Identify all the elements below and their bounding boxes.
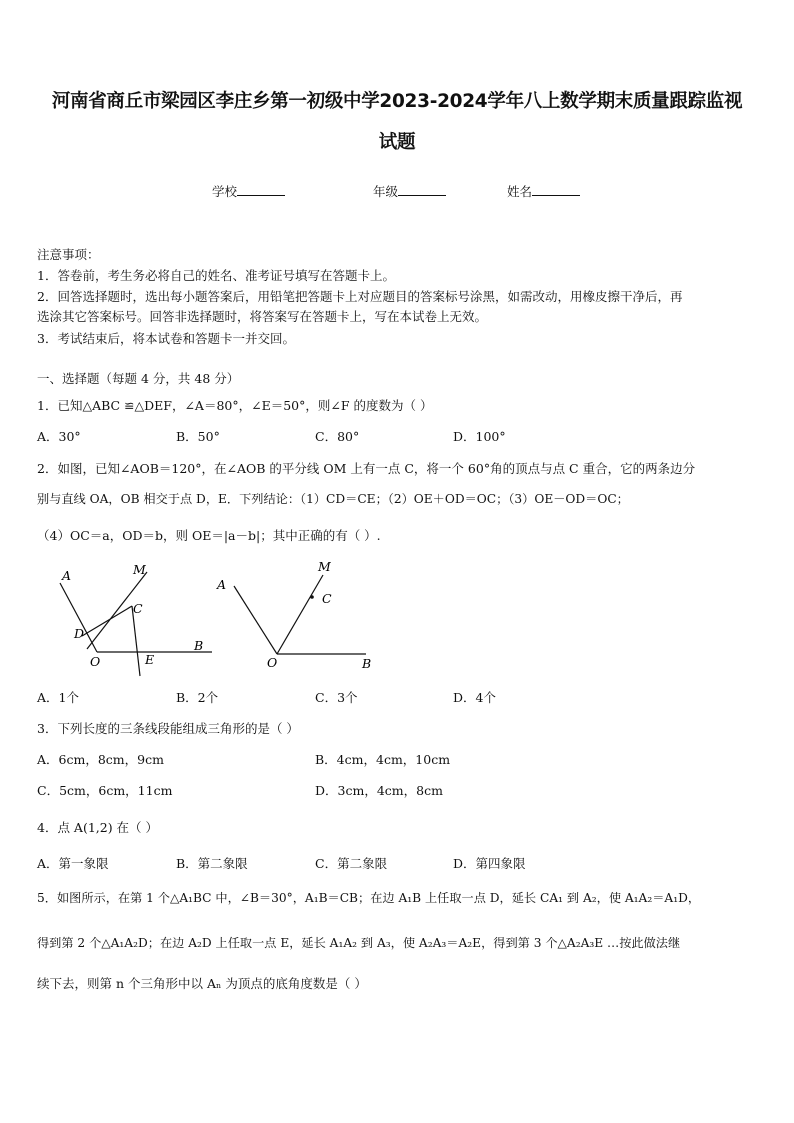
q5-stem-line2: 得到第 2 个△A₁A₂D；在边 A₂D 上任取一点 E，延长 A₁A₂ 到 A₃，使 A₂A₃＝A₂E，得到第 3 个△A₂A₃E …按此做法继	[37, 936, 681, 950]
school-field	[212, 182, 285, 200]
notice-item-2: 2．回答选择题时，选出每小题答案后，用铅笔把答题卡上对应题目的答案标号涂黑，如需改动，用橡皮擦干净后，再	[37, 289, 683, 304]
exam-title-line1: 河南省商丘市梁园区李庄乡第一初级中学2023-2024学年八上数学期末质量跟踪监视	[51, 91, 743, 112]
q2-option-a: A．1个	[37, 690, 79, 705]
q3-option-a: A．6cm，8cm，9cm	[37, 752, 164, 767]
fig2-label-m: M	[318, 559, 331, 574]
fig1-label-a: A	[62, 568, 72, 583]
q4-option-b: B．第二象限	[176, 856, 248, 871]
fig1-label-c: C	[133, 601, 143, 616]
name-field	[507, 182, 580, 200]
name-blank	[532, 183, 580, 196]
q2-stem-line3: （4）OC＝a，OD＝b，则 OE＝|a－b|；其中正确的有（ ）.	[37, 528, 381, 543]
q4-stem: 4．点 A(1,2) 在（ ）	[37, 820, 159, 835]
school-blank	[237, 183, 285, 196]
q4-option-d: D．第四象限	[453, 856, 526, 871]
fig2-label-c: C	[322, 591, 332, 606]
q1-option-c: C．80°	[315, 429, 360, 444]
q5-stem-line3: 续下去，则第 n 个三角形中以 Aₙ 为顶点的底角度数是（ ）	[37, 976, 367, 991]
exam-title-line2: 试题	[378, 132, 416, 153]
q1-stem: 1．已知△ABC ≌△DEF，∠A＝80°，∠E＝50°，则∠F 的度数为（ ）	[37, 398, 433, 413]
notice-item-3: 3．考试结束后，将本试卷和答题卡一并交回。	[37, 331, 295, 346]
q1-option-b: B．50°	[176, 429, 220, 444]
q2-option-d: D．4个	[453, 690, 496, 705]
q2-stem-line2: 别与直线 OA，OB 相交于点 D，E．下列结论：（1）CD＝CE；（2）OE＋OD＝OC；（3）OE－OD＝OC；	[37, 492, 629, 506]
fig2-label-o: O	[267, 655, 278, 670]
fig2-label-a: A	[217, 577, 227, 592]
q4-option-c: C．第二象限	[315, 856, 388, 871]
notice-item-2-cont: 选涂其它答案标号。回答非选择题时，将答案写在答题卡上，写在本试卷上无效。	[37, 309, 488, 324]
fig1-label-b: B	[194, 638, 204, 653]
q3-option-b: B．4cm，4cm，10cm	[315, 752, 451, 767]
q3-option-d: D．3cm，4cm，8cm	[315, 783, 443, 798]
q2-stem-line1: 2．如图，已知∠AOB＝120°，在∠AOB 的平分线 OM 上有一点 C，将一个 60°角的顶点与点 C 重合，它的两条边分	[37, 461, 696, 476]
q4-option-a: A．第一象限	[37, 856, 109, 871]
q2-figure-2	[212, 555, 382, 675]
fig1-label-e: E	[145, 652, 155, 667]
fig1-label-o: O	[90, 654, 101, 669]
fig2-label-b: B	[362, 656, 372, 671]
q2-figure-1	[50, 560, 220, 680]
fig1-label-d: D	[74, 626, 85, 641]
fig1-label-m: M	[133, 562, 146, 577]
q2-option-c: C．3个	[315, 690, 358, 705]
grade-label: 年级	[373, 184, 399, 199]
section-heading: 一、选择题（每题 4 分，共 48 分）	[37, 371, 240, 386]
q5-stem-line1: 5．如图所示，在第 1 个△A₁BC 中，∠B＝30°，A₁B＝CB；在边 A₁B 上任取一点 D，延长 CA₁ 到 A₂，使 A₁A₂＝A₁D，	[37, 891, 701, 905]
q3-stem: 3．下列长度的三条线段能组成三角形的是（ ）	[37, 721, 299, 736]
q1-option-a: A．30°	[37, 429, 81, 444]
q1-option-d: D．100°	[453, 429, 506, 444]
grade-blank	[398, 183, 446, 196]
q3-option-c: C．5cm，6cm，11cm	[37, 783, 173, 798]
notice-item-1: 1．答卷前，考生务必将自己的姓名、准考证号填写在答题卡上。	[37, 268, 395, 283]
notice-heading: 注意事项：	[37, 247, 100, 262]
grade-field	[373, 182, 446, 200]
q2-option-b: B．2个	[176, 690, 219, 705]
school-label: 学校	[212, 184, 238, 199]
name-label: 姓名	[507, 184, 533, 199]
